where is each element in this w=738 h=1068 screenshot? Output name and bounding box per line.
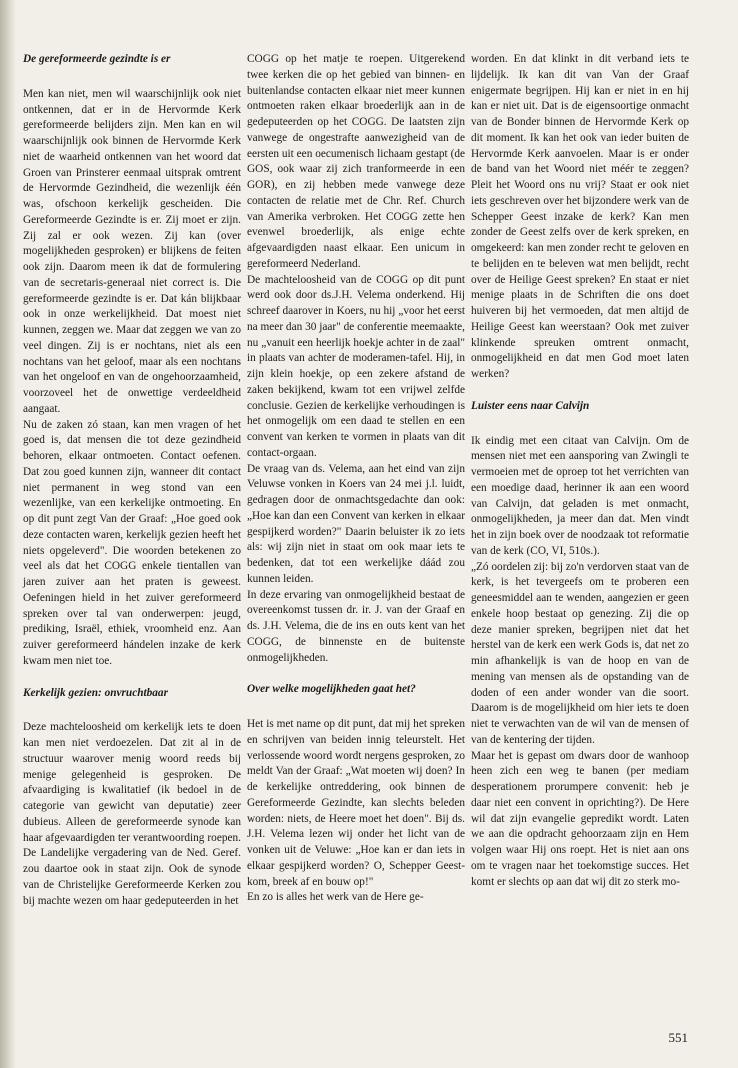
paragraph: Het is met name op dit punt, dat mij het spreken en schrijven van beiden innig teleurstelt. Het verlossende woord wordt nergens gesproken, zo meldt Van der Graaf: „Wat moeten wij doen? In de kerkelijke ontreddering, ook binnen de Gereformeerde Gezindte, kan slechts beleden worden: niets, de Heere moet het doen". Bij ds. J.H. Velema lezen wij onder het licht van de vonken uit de Veluwe: „Hoe kan er dan iets in elkaar gespijkerd worden? O, Schepper Geest-kom, breek af en bouw op!" (247, 718, 465, 888)
paragraph: COGG op het matje te roepen. Uitgerekend twee kerken die op het gebied van binnen- en buitenlandse contacten elkaar niet meer kunnen ontmoeten raken elkaar broederlijk aan in de gedeputeerden op het COGG. De laatsten zijn vanwege de ongestrafte aanwezigheid van de eersten uit een oecumenisch lichaam gestapt (de GOS, ook waar zij zich tranformeerde in een GOR), en zij hebben mede vanwege deze contacten de relatie met de Chr. Ref. Church van Amerika verbroken. Het COGG zette hen evenwel broederlijk, als enige echte afgevaardigden naast elkaar. Een unicum in gereformeerd Nederland. (247, 53, 465, 270)
page-number: 551 (668, 1030, 688, 1045)
section-heading-calvijn: Luister eens naar Calvijn (471, 399, 590, 412)
paragraph: En zo is alles het werk van de Here ge- (247, 891, 424, 904)
paragraph: De vraag van ds. Velema, aan het eind van zijn Veluwse vonken in Koers van 24 mei j.l. luidt, gedragen door de onmachtsgedachte dan ook: „Hoe kan dan een Convent van kerken in elkaar gespijkerd worden?" Daarin beluister ik zo iets als: wij zijn niet in staat om ook maar iets te bedenken, dat tot een werkelijke dáád zou kunnen leiden. (247, 462, 465, 585)
paragraph: Nu de zaken zó staan, kan men vragen of het goed is, dat mensen die tot deze gezindheid behoren, elkaar ontmoeten. Contact oefenen. Dat zou goed kunnen zijn, wanneer dit contact niet permanent in weg stond van een wezenlijke, van een kerkelijke ontmoeting. En op dit punt zegt Van der Graaf: „Hoe goed ook deze contacten waren, kerkelijk gezien heeft het niets opgeleverd". Die woorden betekenen zo veel als dat het COGG enkele tientallen van jaren zuiver aan het praten is geweest. Oefeningen hield in het zuiver gereformeerd spreken over tal van onderwerpen: jeugd, prediking, Israël, ethiek, vroomheid enz. Aan zuiver gereformeerd hándelen inzake de kerk kwam men niet toe. (23, 418, 241, 667)
paragraph: De machteloosheid van de COGG op dit punt werd ook door ds.J.H. Velema onderkend. Hij schreef daarover in Koers, nu hij „voor het eerst na meer dan 30 jaar" de conferentie meemaakte, nu „vanuit een heerlijk hoekje achter in de zaal" in plaats van achter de moderamen-tafel. Hij, in zijn klein hoekje, op een zekere afstand de zaken bekijkend, kwam tot een vrijwel zelfde conclusie. Gezien de kerkelijke verhoudingen is het onmogelijk om een daad te stellen en een convent van kerken te vormen in plaats van dit contact-orgaan. (247, 273, 465, 459)
section-heading-onvruchtbaar: Kerkelijk gezien: onvruchtbaar (23, 686, 168, 699)
column-1 (23, 52, 241, 909)
paragraph: In deze ervaring van onmogelijkheid bestaat de overeenkomst tussen dr. ir. J. van der Graaf en ds. J.H. Velema, die de ins en outs kent van het COGG, de binnenste en de buitenste onmogelijkheden. (247, 588, 465, 664)
paragraph: Men kan niet, men wil waarschijnlijk ook niet ontkennen, dat er in de Hervormde Kerk gereformeerde belijders zijn. Men kan en wil waarschijnlijk ook binnen de Hervormde Kerk niet de waarheid ontkennen van het woord dat Groen van Prinsterer eenmaal uitsprak omtrent de Hervormde Gezindheid, die wezenlijk één was, ofschoon kerkelijk gescheiden. Die Gereformeerde Gezindte is er. Zij moet er zijn. Zij zal er ook wezen. Zij kan (over mogelijkheden gesproken) er blijkens de feiten ook zijn. Daarom meen ik dat de formulering van de secretaris-generaal niet correct is. Die gereformeerde gezindte is er. Dat kán blijkbaar ook in onze werkelijkheid. Dat moest niet kunnen, zeggen we. Maar dat zeggen we van zo veel dingen. Zij is er nochtans, niet als een nochtans van het geloof, maar als een nochtans van het ongeloof en van de ongehoorzaamheid, voorzoveel het de onwettige verdeeldheid aangaat. (23, 87, 241, 415)
column-2 (247, 52, 465, 906)
paragraph: Deze machteloosheid om kerkelijk iets te doen kan men niet verdoezelen. Dat zit al in de structuur waarover menig woord reeds bij menige gelegenheid is gesproken. De afvaardiging is kwalitatief (ik bedoel in de categorie van gewicht van deputatie) zeer dubieus. Alleen de gereformeerde synode kan haar afgevaardigden ter verantwoording roepen. De Landelijke vergadering van de Ned. Geref. zou daartoe ook in staat zijn. Ook de synode van de Christelijke Gereformeerde Kerken zou bij machte wezen om haar gedeputeerden in het (23, 721, 241, 907)
paragraph: „Zó oordelen zij: bij zo'n verdorven staat van de kerk, is het tevergeefs om te proberen een geneesmiddel aan te wenden, aangezien er geen enkele hoop bestaat op genezing. Zij die op deze manier spreken, begrijpen niet dat het herstel van de kerk een werk Gods is, dat net zo min afhankelijk is van de hoop en van de mening van mensen als de opstanding van de doden of een ander wonder van die soort. Daarom is de mogelijkheid om hier iets te doen niet te verwachten van de wil van de mensen of van de kentering der tijden. (471, 560, 689, 746)
paragraph: Maar het is gepast om dwars door de wanhoop heen zich een weg te banen (per mediam desperationem prorumpere convenit: heb je daar niet een convent in oprichting?). De Here wil dat zijn evangelie gepredikt wordt. Laten we aan die opdracht gehoorzaam zijn en Hem volgen waar Hij ons roept. Het is niet aan ons om te vragen naar het toekomstige succes. Het komt er slechts op aan dat wij dit zo sterk mo- (471, 749, 689, 888)
paragraph: Ik eindig met een citaat van Calvijn. Om de mensen niet met een aansporing van Zwingli te vermoeien met de oproep tot het verrichten van een moedige daad, herinner ik aan een woord van Calvijn, dat geladen is met onmacht, onmogelijkheden, ja meer dan dat. Men vindt het in zijn boek over de noodzaak tot reformatie van de kerk (CO, VI, 510s.). (471, 434, 689, 557)
binding-shadow (0, 0, 16, 1068)
column-3 (471, 52, 689, 890)
section-heading-mogelijkheden: Over welke mogelijkheden gaat het? (247, 683, 416, 696)
section-heading-gezindte: De gereformeerde gezindte is er (23, 53, 171, 65)
paragraph: worden. En dat klinkt in dit verband iets te lijdelijk. Ik kan dit van Van der Graaf enigermate begrijpen. Hij kan er niet in en hij kan er niet uit. Dat is de eigensoortige onmacht van de Bonder binnen de Hervormde Kerk op dit moment. Ik kan het ook van ieder buiten de Hervormde Kerk aanvoelen. Maar is er onder de band van het Woord niet méér te zeggen? Pleit het Woord ons nu vrij? Staat er ook niet iets geschreven over het bijzondere werk van de Schepper Geest inzake de kerk? Kan men zonder de Geest zelfs over de kerk spreken, en omgekeerd: kan men zonder recht te geloven en te belijden en te beleven wat men belijdt, recht over de Heilige Geest spreken? En staat er niet menige plaats in de Schriften die ons doet huiveren bij het vermoeden, dat men altijd de Heilige Geest kan weerstaan? Ook met zuiver klinkende spreuken omtrent onmacht, onmogelijkheid en dat men God moet laten werken? (471, 53, 689, 380)
